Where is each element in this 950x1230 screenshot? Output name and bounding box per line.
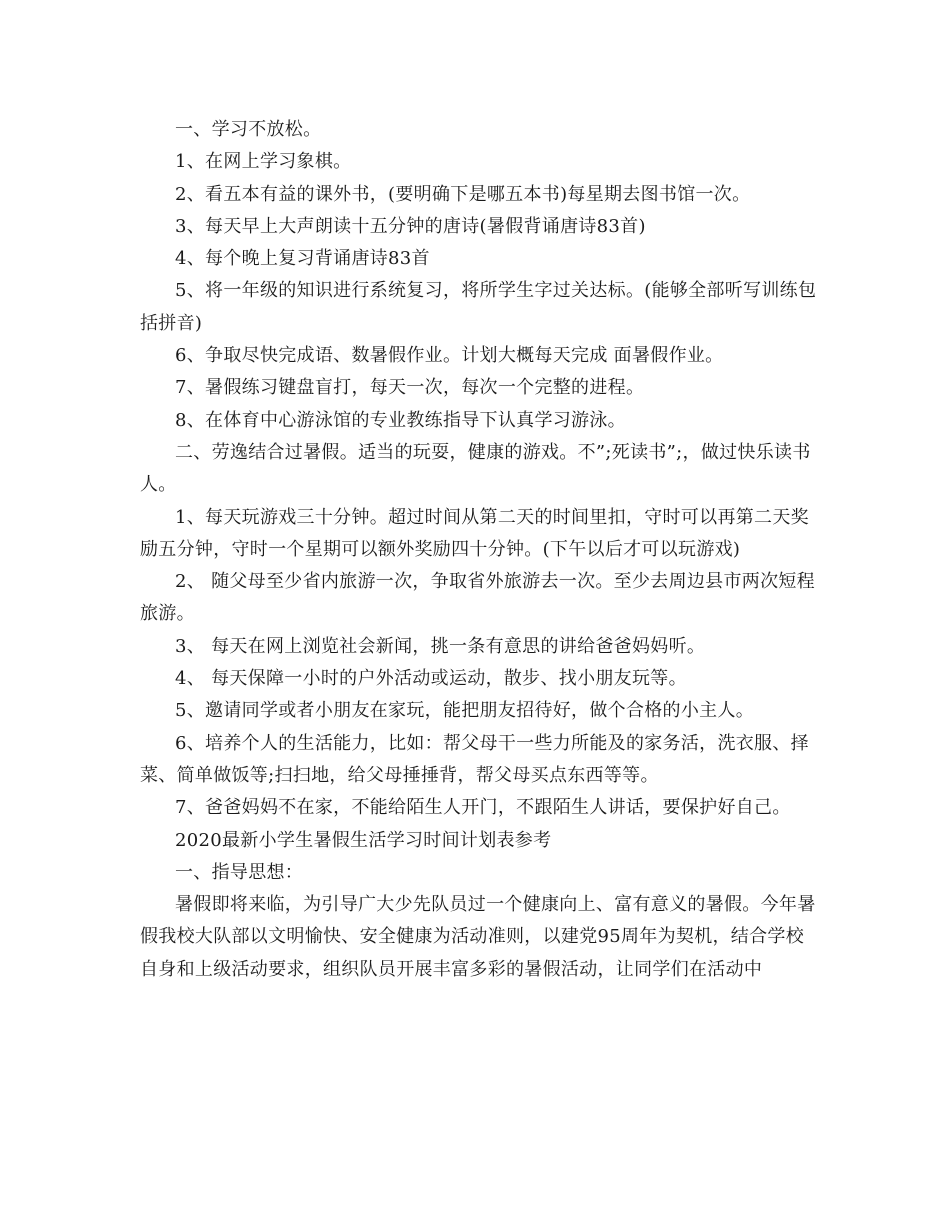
rest-item-6: 6、培养个人的生活能力，比如：帮父母干一些力所能及的家务活，洗衣服、择菜、简单做饭等;扫扫地，给父母捶捶背，帮父母买点东西等等。 [140,732,809,786]
rest-item-1: 1、每天玩游戏三十分钟。超过时间从第二天的时间里扣，守时可以再第二天奖励五分钟，守时一个星期可以额外奖励四十分钟。(下午以后才可以玩游戏) [140,506,809,560]
study-item-2: 2、看五本有益的课外书，(要明确下是哪五本书)每星期去图书馆一次。 [175,183,751,205]
study-item-6: 6、争取尽快完成语、数暑假作业。计划大概每天完成 面暑假作业。 [175,345,724,367]
rest-item-3: 3、 每天在网上浏览社会新闻，挑一条有意思的讲给爸爸妈妈听。 [175,635,706,657]
guiding-thought-body: 暑假即将来临，为引导广大少先队员过一个健康向上、富有意义的暑假。今年暑假我校大队部以文明愉快、安全健康为活动准则，以建党95周年为契机，结合学校自身和上级活动要求，组织队员开展丰富多彩的暑假活动，让同学们在活动中 [140,894,816,980]
section-heading-rest: 二、劳逸结合过暑假。适当的玩耍，健康的游戏。不”;死读书”;，做过快乐读书人。 [140,441,811,496]
rest-item-7: 7、爸爸妈妈不在家，不能给陌生人开门，不跟陌生人讲话，要保护好自己。 [175,797,791,819]
study-item-7: 7、暑假练习键盘盲打，每天一次，每次一个完整的进程。 [175,377,645,399]
section-heading-guiding-thought: 一、指导思想： [175,861,304,883]
study-item-4: 4、每个晚上复习背诵唐诗83首 [175,248,430,270]
study-item-8: 8、在体育中心游泳馆的专业教练指导下认真学习游泳。 [175,409,626,431]
document-body [140,114,820,986]
rest-item-5: 5、邀请同学或者小朋友在家玩，能把朋友招待好，做个合格的小主人。 [175,700,755,722]
study-item-3: 3、每天早上大声朗读十五分钟的唐诗(暑假背诵唐诗83首) [175,215,646,237]
study-item-5: 5、将一年级的知识进行系统复习，将所学生字过关达标。(能够全部听写训练包括拼音) [140,280,817,334]
rest-item-2: 2、 随父母至少省内旅游一次，争取省外旅游去一次。至少去周边县市两次短程旅游。 [140,571,815,625]
study-item-1: 1、在网上学习象棋。 [175,151,352,173]
article-title: 2020最新小学生暑假生活学习时间计划表参考 [175,829,552,851]
section-heading-study: 一、学习不放松。 [175,119,322,140]
rest-item-4: 4、 每天保障一小时的户外活动或运动，散步、找小朋友玩等。 [175,668,687,690]
